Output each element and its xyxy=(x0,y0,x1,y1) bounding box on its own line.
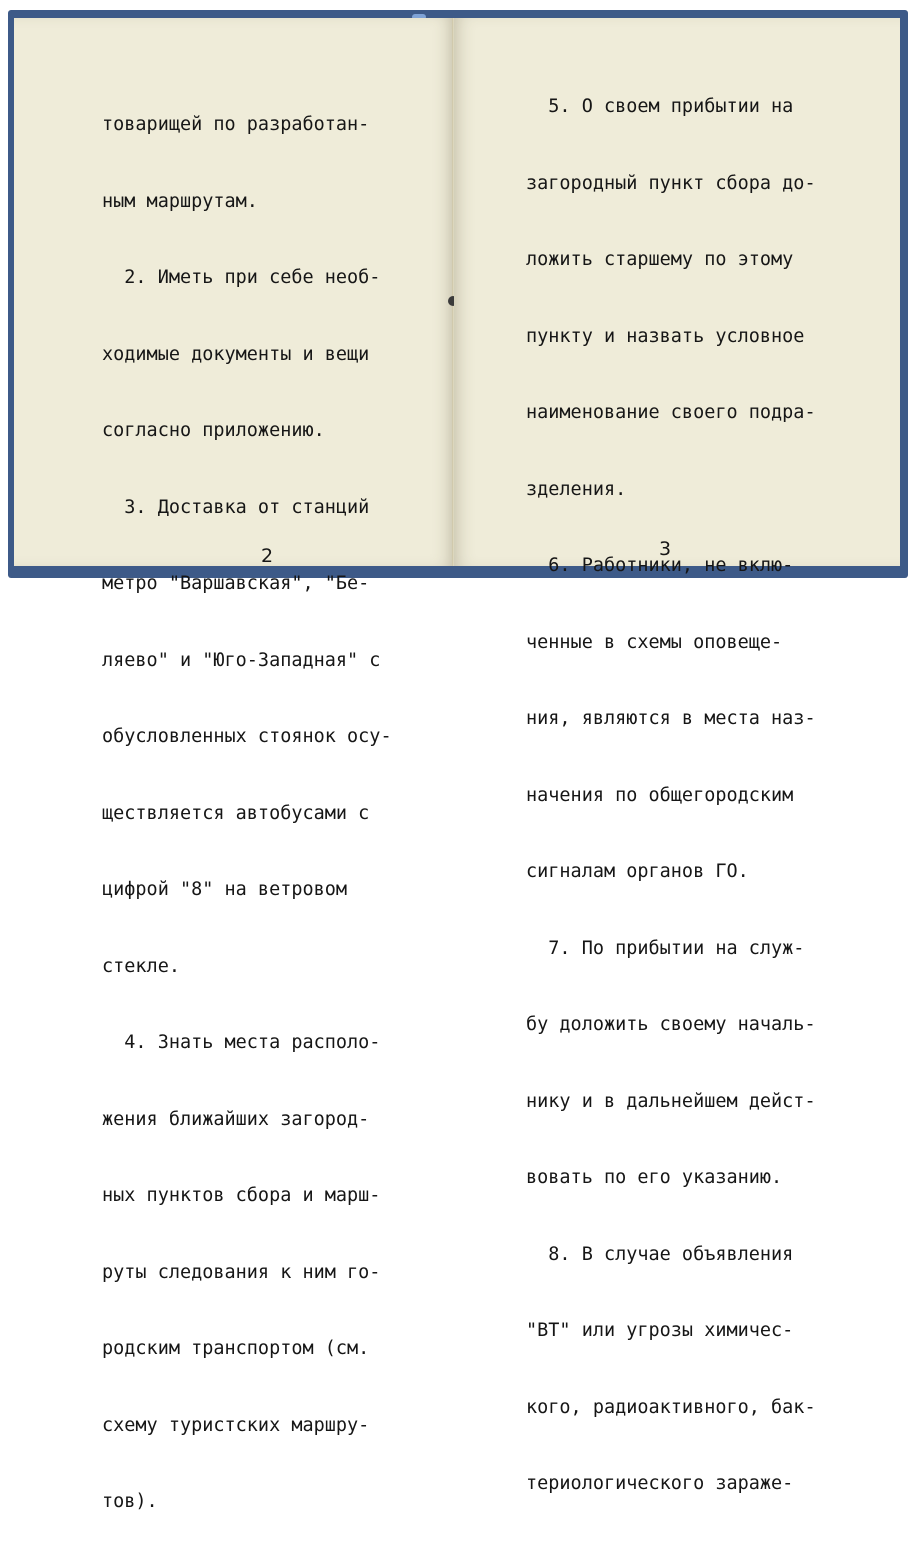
right-page xyxy=(454,18,900,1494)
text-line: руты следования к ним го- xyxy=(102,1261,381,1283)
right-page-text xyxy=(526,43,816,1548)
text-line: 3. Доставка от станций xyxy=(102,496,370,518)
text-line: метро "Варшавская", "Бе- xyxy=(102,573,370,594)
text-line: ложить старшему по этому xyxy=(526,249,794,270)
text-line: 6. Работники, не вклю- xyxy=(526,555,794,576)
page-number-left: 2 xyxy=(261,545,274,567)
text-line: родским транспортом (см. xyxy=(102,1338,370,1359)
text-line: 8. В случае объявления xyxy=(526,1243,794,1265)
text-line: начения по общегородским xyxy=(526,784,794,806)
text-line: тов). xyxy=(102,1491,158,1512)
text-line: ных пунктов сбора и марш- xyxy=(102,1185,381,1206)
text-line: "ВТ" или угрозы химичес- xyxy=(526,1320,794,1341)
text-line: 2. Иметь при себе необ- xyxy=(102,267,381,288)
text-line: сигналам органов ГО. xyxy=(526,861,749,882)
text-line: кого, радиоактивного, бак- xyxy=(526,1396,816,1418)
text-line: обусловленных стоянок осу- xyxy=(102,726,392,747)
text-line: ченные в схемы оповеще- xyxy=(526,631,783,653)
text-line: 7. По прибытии на служ- xyxy=(526,937,805,959)
text-line: ляево" и "Юго-Западная" с xyxy=(102,649,381,671)
text-line: согласно приложению. xyxy=(102,420,325,441)
text-line: жения ближайших загород- xyxy=(102,1108,370,1130)
text-line: бу доложить своему началь- xyxy=(526,1014,816,1035)
text-line: цифрой "8" на ветровом xyxy=(102,879,348,900)
text-line: пункту и назвать условное xyxy=(526,325,805,347)
text-line: вовать по его указанию. xyxy=(526,1167,783,1188)
text-line: 5. О своем прибытии на xyxy=(526,96,794,117)
page-number-right: 3 xyxy=(659,538,672,560)
text-line: нику и в дальнейшем дейст- xyxy=(526,1090,816,1112)
left-page xyxy=(14,18,454,1512)
text-line: наименование своего подра- xyxy=(526,402,816,423)
text-line: ния, являются в места наз- xyxy=(526,708,816,729)
left-page-text xyxy=(102,61,392,1566)
text-line: товарищей по разработан- xyxy=(102,114,370,135)
text-line: зделения. xyxy=(526,478,627,500)
text-line: ным маршрутам. xyxy=(102,190,258,212)
text-line: териологического зараже- xyxy=(526,1473,794,1494)
text-line: стекле. xyxy=(102,955,180,977)
text-line: схему туристских маршру- xyxy=(102,1414,370,1436)
text-line: 4. Знать места располо- xyxy=(102,1032,381,1053)
text-line: ходимые документы и вещи xyxy=(102,343,370,365)
text-line: загородный пункт сбора до- xyxy=(526,172,816,194)
text-line: ществляется автобусами с xyxy=(102,802,370,824)
